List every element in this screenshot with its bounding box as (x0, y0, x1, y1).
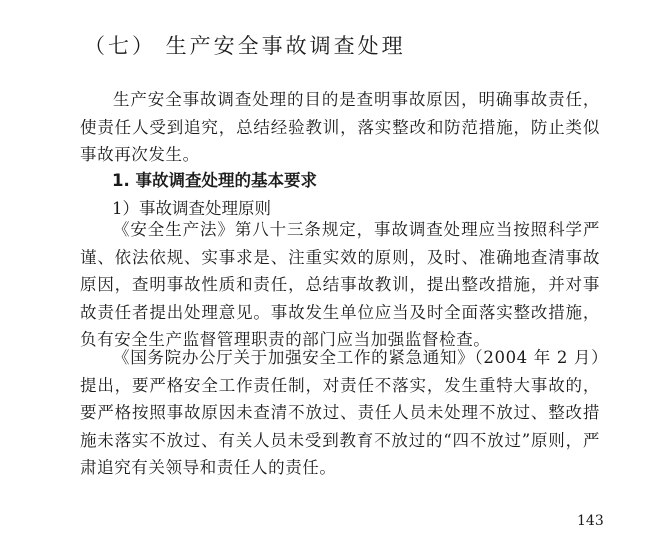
subheading-principles: 1）事故调查处理原则 (112, 199, 271, 218)
notice-paragraph: 《国务院办公厅关于加强安全工作的紧急通知》（2004 年 2 月）提出，要严格安全工作责任制，对责任不落实，发生重特大事故的，要严格按照事故原因未查清不放过、责任人员未处理不放过、整改措施未落实不放过、有关人员未受到教育不放过的“四不放过”原则，严肃追究有关领导和责任人的责任。 (80, 348, 600, 477)
section-title: （七） 生产安全事故调查处理 (84, 34, 406, 58)
heading-basic-requirements: 1. 事故调查处理的基本要求 (112, 171, 317, 190)
intro-paragraph: 生产安全事故调查处理的目的是查明事故原因，明确事故责任，使责任人受到追究，总结经验教训，落实整改和防范措施，防止类似事故再次发生。 (80, 90, 600, 164)
law-paragraph: 《安全生产法》第八十三条规定，事故调查处理应当按照科学严谨、依法依规、实事求是、注重实效的原则，及时、准确地查清事故原因，查明事故性质和责任，总结事故教训，提出整改措施，并对事故责任者提出处理意见。事故发生单位应当及时全面落实整改措施，负有安全生产监督管理职责的部门应当加强监督检查。 (80, 220, 600, 349)
page-number: 143 (577, 513, 604, 529)
